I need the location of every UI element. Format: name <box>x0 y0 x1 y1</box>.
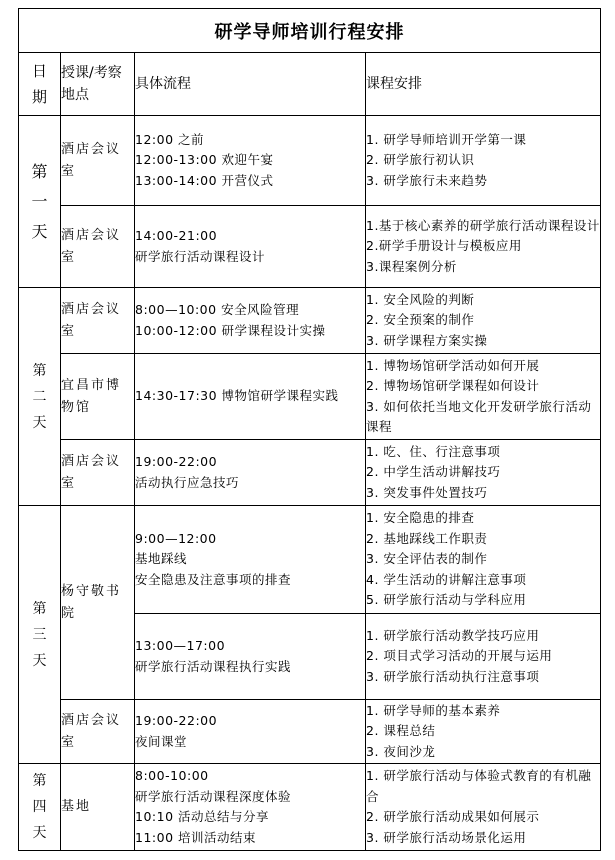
day-label-char: 天 <box>32 414 47 431</box>
location-cell: 杨守敬书院 <box>61 506 135 700</box>
process-cell <box>135 506 366 614</box>
location-cell: 酒店会议室 <box>61 700 135 764</box>
day-label-char: 第 <box>32 773 47 789</box>
course-item: 3. 研学课程方案实操 <box>366 332 488 348</box>
day-label-char: 一 <box>31 191 48 211</box>
title-row <box>19 9 601 53</box>
course-item: 1. 吃、住、行注意事项 <box>366 443 501 459</box>
process-line: 8:00—10:00 安全风险管理 <box>135 302 300 317</box>
day-label-char: 第 <box>31 161 48 181</box>
schedule-table <box>18 8 601 851</box>
process-line: 10:10 活动总结与分享 <box>135 809 269 824</box>
day-label-char: 天 <box>32 825 47 841</box>
table-row <box>19 354 601 440</box>
process-cell <box>135 764 366 851</box>
course-item: 2. 中学生活动讲解技巧 <box>366 464 501 480</box>
day-label <box>19 764 61 851</box>
process-line: 活动执行应急技巧 <box>135 474 240 490</box>
process-line: 夜间课堂 <box>135 733 188 749</box>
course-cell <box>366 700 601 764</box>
process-line: 研学旅行活动课程深度体验 <box>135 788 292 804</box>
header-date-char: 期 <box>31 88 47 106</box>
process-line: 19:00-22:00 <box>135 454 218 469</box>
table-row <box>19 288 601 354</box>
day-label-char: 四 <box>32 799 47 815</box>
course-cell <box>366 764 601 851</box>
course-item: 2. 项目式学习活动的开展与运用 <box>366 648 553 664</box>
process-line: 14:00-21:00 <box>135 228 218 243</box>
process-line: 10:00-12:00 研学课程设计实操 <box>135 322 326 338</box>
day-label <box>19 506 61 764</box>
process-line: 14:30-17:30 博物馆研学课程实践 <box>135 388 339 404</box>
day-label <box>19 116 61 288</box>
course-cell <box>366 116 601 206</box>
location-cell: 酒店会议室 <box>61 206 135 288</box>
day-label-char: 天 <box>31 221 48 241</box>
course-item: 3. 夜间沙龙 <box>366 743 436 759</box>
process-cell <box>135 440 366 506</box>
process-line: 研学旅行活动课程执行实践 <box>135 658 292 674</box>
day-label-char: 天 <box>32 652 47 669</box>
course-item: 1. 安全风险的判断 <box>366 291 475 307</box>
process-cell <box>135 288 366 354</box>
course-item: 5. 研学旅行活动与学科应用 <box>366 592 527 608</box>
course-item: 4. 学生活动的讲解注意事项 <box>366 571 527 587</box>
location-cell: 宜昌市博物馆 <box>61 354 135 440</box>
process-line: 11:00 培训活动结束 <box>135 829 256 845</box>
course-item: 2. 研学旅行活动成果如何展示 <box>366 809 540 824</box>
course-item: 2. 研学旅行初认识 <box>366 152 475 168</box>
process-line: 12:00 之前 <box>135 131 204 147</box>
course-cell <box>366 354 601 440</box>
process-line: 基地踩线 <box>135 551 188 567</box>
table-title: 研学导师培训行程安排 <box>19 9 601 53</box>
process-cell <box>135 354 366 440</box>
course-item: 3. 突发事件处置技巧 <box>366 484 488 500</box>
table-row <box>19 700 601 764</box>
process-line: 9:00—12:00 <box>135 530 217 546</box>
course-cell <box>366 614 601 700</box>
process-cell <box>135 116 366 206</box>
day-label-char: 第 <box>32 600 47 617</box>
course-item: 1. 博物场馆研学活动如何开展 <box>366 357 540 373</box>
course-cell <box>366 288 601 354</box>
course-item: 1. 安全隐患的排查 <box>366 510 475 526</box>
process-line: 安全隐患及注意事项的排查 <box>135 571 292 587</box>
course-item: 1. 研学旅行活动教学技巧应用 <box>366 627 540 643</box>
header-date <box>19 53 61 116</box>
course-item: 2. 课程总结 <box>366 723 436 739</box>
course-item: 2. 安全预案的制作 <box>366 312 475 328</box>
course-item: 1. 研学旅行活动与体验式教育的有机融合 <box>366 768 592 804</box>
header-row <box>19 53 601 116</box>
course-item: 2. 基地踩线工作职责 <box>366 530 488 546</box>
header-process: 具体流程 <box>135 53 366 116</box>
location-cell: 酒店会议室 <box>61 288 135 354</box>
header-course: 课程安排 <box>366 53 601 116</box>
course-item: 3. 研学旅行活动执行注意事项 <box>366 668 540 684</box>
course-item: 1. 研学导师培训开学第一课 <box>366 131 527 147</box>
process-line: 12:00-13:00 欢迎午宴 <box>135 152 274 168</box>
process-line: 研学旅行活动课程设计 <box>135 248 266 264</box>
day-label-char: 第 <box>32 362 47 379</box>
course-item: 3. 安全评估表的制作 <box>366 551 488 567</box>
table-row <box>19 116 601 206</box>
course-item: 1. 研学导师的基本素养 <box>366 702 501 718</box>
table-row <box>19 440 601 506</box>
course-item: 3.课程案例分析 <box>366 258 457 274</box>
process-line: 8:00-10:00 <box>135 768 209 783</box>
location-cell: 酒店会议室 <box>61 440 135 506</box>
header-date-char: 日 <box>31 62 47 80</box>
process-cell <box>135 614 366 700</box>
table-row <box>19 206 601 288</box>
course-item: 3. 研学旅行活动场景化运用 <box>366 829 527 845</box>
table-row <box>19 764 601 851</box>
process-cell <box>135 206 366 288</box>
course-item: 3. 研学旅行未来趋势 <box>366 172 488 188</box>
course-item: 2. 博物场馆研学课程如何设计 <box>366 378 540 393</box>
header-location: 授课/考察地点 <box>61 53 135 116</box>
day-label-char: 二 <box>32 388 47 405</box>
course-item: 3. 如何依托当地文化开发研学旅行活动课程 <box>366 398 592 434</box>
course-item: 2.研学手册设计与模板应用 <box>366 238 522 254</box>
day-label-char: 三 <box>32 626 47 643</box>
process-line: 19:00-22:00 <box>135 713 218 728</box>
location-cell: 酒店会议室 <box>61 116 135 206</box>
process-line: 13:00-14:00 开营仪式 <box>135 172 274 188</box>
process-cell <box>135 700 366 764</box>
process-line: 13:00—17:00 <box>135 638 226 653</box>
course-item: 1.基于核心素养的研学旅行活动课程设计 <box>366 217 600 233</box>
course-cell <box>366 506 601 614</box>
course-cell <box>366 440 601 506</box>
table-row <box>19 506 601 614</box>
location-cell: 基地 <box>61 764 135 851</box>
course-cell <box>366 206 601 288</box>
day-label <box>19 288 61 506</box>
